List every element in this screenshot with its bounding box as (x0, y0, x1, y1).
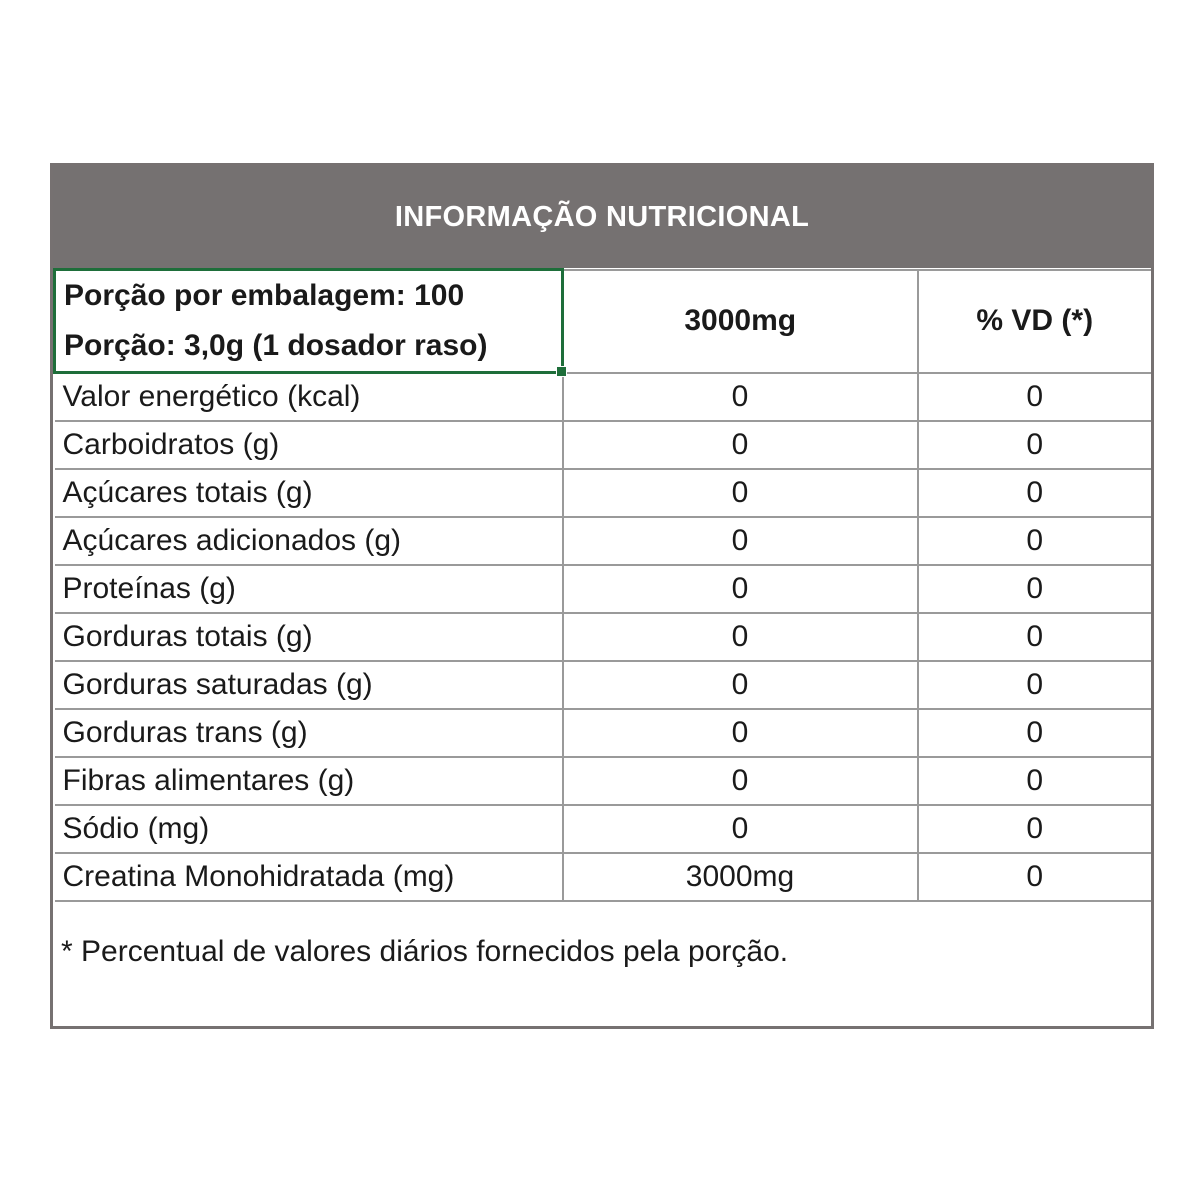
nutrient-label[interactable]: Sódio (mg) (55, 805, 563, 853)
vd-value[interactable]: 0 (918, 469, 1152, 517)
vd-value[interactable]: 0 (918, 757, 1152, 805)
table-row (55, 661, 1152, 709)
amount-value[interactable]: 0 (563, 613, 918, 661)
amount-value[interactable]: 0 (563, 421, 918, 469)
amount-value[interactable]: 0 (563, 709, 918, 757)
nutrition-facts-panel (50, 163, 1154, 1029)
nutrient-label[interactable]: Valor energético (kcal) (55, 373, 563, 422)
nutrient-label[interactable]: Gorduras totais (g) (55, 613, 563, 661)
header-row (55, 270, 1152, 373)
table-row (55, 469, 1152, 517)
footnote: * Percentual de valores diários fornecidos pela porção. (61, 935, 789, 968)
nutrient-label[interactable]: Creatina Monohidratada (mg) (55, 853, 563, 901)
amount-value[interactable]: 0 (563, 517, 918, 565)
nutrient-label[interactable]: Gorduras saturadas (g) (55, 661, 563, 709)
table-title: INFORMAÇÃO NUTRICIONAL (53, 166, 1151, 268)
vd-value[interactable]: 0 (918, 661, 1152, 709)
amount-value[interactable]: 0 (563, 565, 918, 613)
amount-value[interactable]: 3000mg (563, 853, 918, 901)
amount-value[interactable]: 0 (563, 805, 918, 853)
nutrient-label[interactable]: Carboidratos (g) (55, 421, 563, 469)
portion-per-package: Porção por embalagem: 100 (64, 279, 465, 312)
table-row (55, 517, 1152, 565)
amount-header[interactable]: 3000mg (563, 270, 918, 373)
table-row (55, 853, 1152, 901)
amount-value[interactable]: 0 (563, 757, 918, 805)
table-row (55, 805, 1152, 853)
nutrition-table (53, 268, 1151, 902)
amount-value[interactable]: 0 (563, 373, 918, 422)
vd-value[interactable]: 0 (918, 805, 1152, 853)
vd-value[interactable]: 0 (918, 613, 1152, 661)
amount-value[interactable]: 0 (563, 469, 918, 517)
table-row (55, 565, 1152, 613)
nutrient-label[interactable]: Açúcares adicionados (g) (55, 517, 563, 565)
vd-value[interactable]: 0 (918, 517, 1152, 565)
table-row (55, 709, 1152, 757)
portion-size: Porção: 3,0g (1 dosador raso) (64, 329, 488, 362)
vd-value[interactable]: 0 (918, 709, 1152, 757)
portion-cell-selected[interactable] (55, 270, 563, 373)
table-row (55, 613, 1152, 661)
vd-value[interactable]: 0 (918, 421, 1152, 469)
nutrient-label[interactable]: Fibras alimentares (g) (55, 757, 563, 805)
table-row (55, 757, 1152, 805)
nutrient-label[interactable]: Açúcares totais (g) (55, 469, 563, 517)
vd-value[interactable]: 0 (918, 565, 1152, 613)
nutrient-label[interactable]: Proteínas (g) (55, 565, 563, 613)
vd-header[interactable]: % VD (*) (918, 270, 1152, 373)
fill-handle[interactable] (556, 366, 567, 377)
nutrient-label[interactable]: Gorduras trans (g) (55, 709, 563, 757)
table-row (55, 373, 1152, 422)
vd-value[interactable]: 0 (918, 853, 1152, 901)
table-row (55, 421, 1152, 469)
amount-value[interactable]: 0 (563, 661, 918, 709)
vd-value[interactable]: 0 (918, 373, 1152, 422)
